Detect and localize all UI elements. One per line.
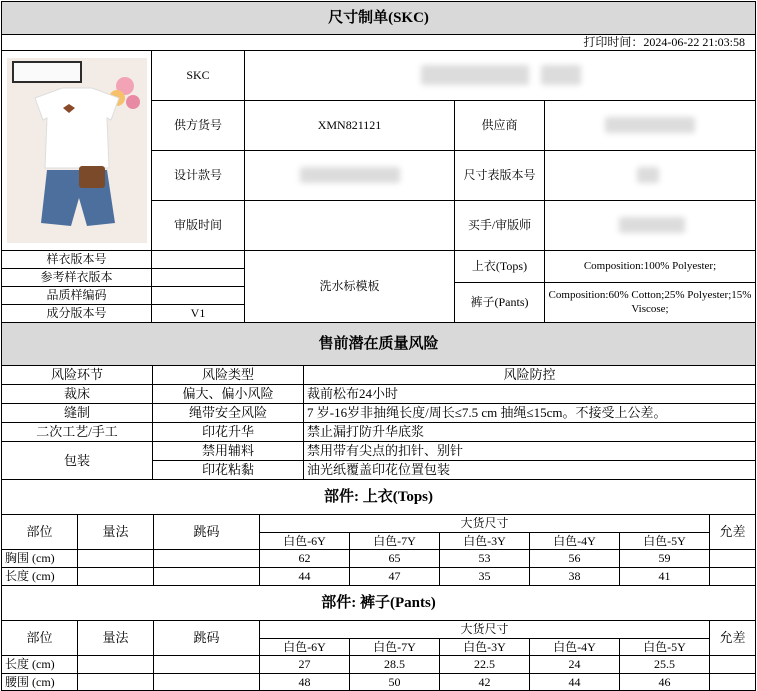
tops-row-value: 65: [349, 549, 440, 568]
risk-stage: 包装: [1, 441, 153, 480]
tops-row-value: 59: [619, 549, 710, 568]
pants-size-header: 白色-7Y: [349, 638, 440, 656]
pants-row-value: 28.5: [349, 655, 440, 674]
pants-col-tolerance: 允差: [709, 620, 756, 656]
pants-row-tolerance: [709, 673, 756, 691]
pants-row-jump: [153, 673, 260, 691]
pants-row-value: 48: [259, 673, 350, 691]
tops-col-part: 部位: [1, 514, 78, 550]
wash-label-template: 洗水标模板: [244, 250, 455, 323]
pants-row-jump: [153, 655, 260, 674]
quality-code-label: 品质样编码: [1, 286, 152, 305]
pants-row-value: 27: [259, 655, 350, 674]
tops-section-title: 部件: 上衣(Tops): [1, 479, 756, 515]
pants-col-bulk: 大货尺寸: [259, 620, 710, 639]
tops-row-method: [77, 549, 154, 568]
tops-row-jump: [153, 567, 260, 586]
risk-header-stage: 风险环节: [1, 365, 153, 385]
pants-col-method: 量法: [77, 620, 154, 656]
tops-row-value: 38: [529, 567, 620, 586]
pants-size-header: 白色-3Y: [439, 638, 530, 656]
sample-version-label: 样衣版本号: [1, 250, 152, 269]
pants-row-value: 46: [619, 673, 710, 691]
tops-row-name: 长度 (cm): [1, 567, 78, 586]
tops-col-bulk: 大货尺寸: [259, 514, 710, 533]
pants-row-value: 42: [439, 673, 530, 691]
risk-stage: 二次工艺/手工: [1, 422, 153, 442]
tops-row-value: 41: [619, 567, 710, 586]
pants-row-value: 44: [529, 673, 620, 691]
product-image: [1, 50, 152, 251]
tops-size-header: 白色-5Y: [619, 532, 710, 550]
pants-col-part: 部位: [1, 620, 78, 656]
pants-row-tolerance: [709, 655, 756, 674]
tops-size-header: 白色-7Y: [349, 532, 440, 550]
supplier-label: 供应商: [454, 100, 545, 151]
tops-row-value: 35: [439, 567, 530, 586]
risk-type: 偏大、偏小风险: [152, 384, 304, 404]
tops-row-value: 53: [439, 549, 530, 568]
tops-row-value: 47: [349, 567, 440, 586]
print-time: 打印时间：2024-06-22 21:03:58: [1, 34, 756, 51]
tops-row-value: 44: [259, 567, 350, 586]
tops-row-name: 胸围 (cm): [1, 549, 78, 568]
risk-stage: 缝制: [1, 403, 153, 423]
pants-col-jump: 跳码: [153, 620, 260, 656]
composition-version-label: 成分版本号: [1, 304, 152, 323]
pants-row-value: 50: [349, 673, 440, 691]
review-time-label: 审版时间: [151, 200, 245, 251]
tops-size-header: 白色-6Y: [259, 532, 350, 550]
design-no-label: 设计款号: [151, 150, 245, 201]
tops-row-tolerance: [709, 549, 756, 568]
document-title: 尺寸制单(SKC): [1, 1, 756, 35]
quality-code-value: [151, 286, 245, 305]
risk-control: 禁用带有尖点的扣针、别针: [303, 441, 756, 461]
tops-size-header: 白色-4Y: [529, 532, 620, 550]
pants-size-header: 白色-4Y: [529, 638, 620, 656]
buyer-label: 买手/审版师: [454, 200, 545, 251]
ref-sample-value: [151, 268, 245, 287]
composition-version-value: V1: [151, 304, 245, 323]
size-version-value: [544, 150, 756, 201]
design-no-value: [244, 150, 455, 201]
pants-size-header: 白色-5Y: [619, 638, 710, 656]
tops-row-tolerance: [709, 567, 756, 586]
risk-title: 售前潜在质量风险: [1, 322, 756, 366]
ref-sample-label: 参考样衣版本: [1, 268, 152, 287]
pants-row-name: 长度 (cm): [1, 655, 78, 674]
risk-control: 7 岁-16岁非抽绳长度/周长≤7.5 cm 抽绳≤15cm。不接受上公差。: [303, 403, 756, 423]
risk-header-control: 风险防控: [303, 365, 756, 385]
pants-row-method: [77, 673, 154, 691]
pants-row-value: 24: [529, 655, 620, 674]
tops-row-method: [77, 567, 154, 586]
pants-label: 裤子(Pants): [454, 282, 545, 323]
tops-col-method: 量法: [77, 514, 154, 550]
risk-type: 印花升华: [152, 422, 304, 442]
supplier-no-label: 供方货号: [151, 100, 245, 151]
pants-composition: Composition:60% Cotton;25% Polyester;15% Viscose;: [544, 282, 756, 323]
size-version-label: 尺寸表版本号: [454, 150, 545, 201]
review-time-value: [244, 200, 455, 251]
risk-header-type: 风险类型: [152, 365, 304, 385]
risk-type: 禁用辅料: [152, 441, 304, 461]
supplier-no-value: XMN821121: [244, 100, 455, 151]
pants-row-name: 腰围 (cm): [1, 673, 78, 691]
risk-control: 禁止漏打防升华底浆: [303, 422, 756, 442]
skc-value: [244, 50, 756, 101]
buyer-value: [544, 200, 756, 251]
tops-col-tolerance: 允差: [709, 514, 756, 550]
risk-control: 油光纸覆盖印花位置包装: [303, 460, 756, 480]
product-photo-icon: [7, 58, 147, 243]
tops-row-value: 56: [529, 549, 620, 568]
pants-size-header: 白色-6Y: [259, 638, 350, 656]
supplier-value: [544, 100, 756, 151]
skc-label: SKC: [151, 50, 245, 101]
risk-type: 印花粘黏: [152, 460, 304, 480]
tops-row-value: 62: [259, 549, 350, 568]
tops-row-jump: [153, 549, 260, 568]
tops-label: 上衣(Tops): [454, 250, 545, 283]
pants-row-value: 25.5: [619, 655, 710, 674]
sample-version-value: [151, 250, 245, 269]
risk-stage: 裁床: [1, 384, 153, 404]
pants-row-value: 22.5: [439, 655, 530, 674]
pants-section-title: 部件: 裤子(Pants): [1, 585, 756, 621]
risk-type: 绳带安全风险: [152, 403, 304, 423]
risk-control: 裁前松布24小时: [303, 384, 756, 404]
tops-col-jump: 跳码: [153, 514, 260, 550]
tops-composition: Composition:100% Polyester;: [544, 250, 756, 283]
pants-row-method: [77, 655, 154, 674]
tops-size-header: 白色-3Y: [439, 532, 530, 550]
